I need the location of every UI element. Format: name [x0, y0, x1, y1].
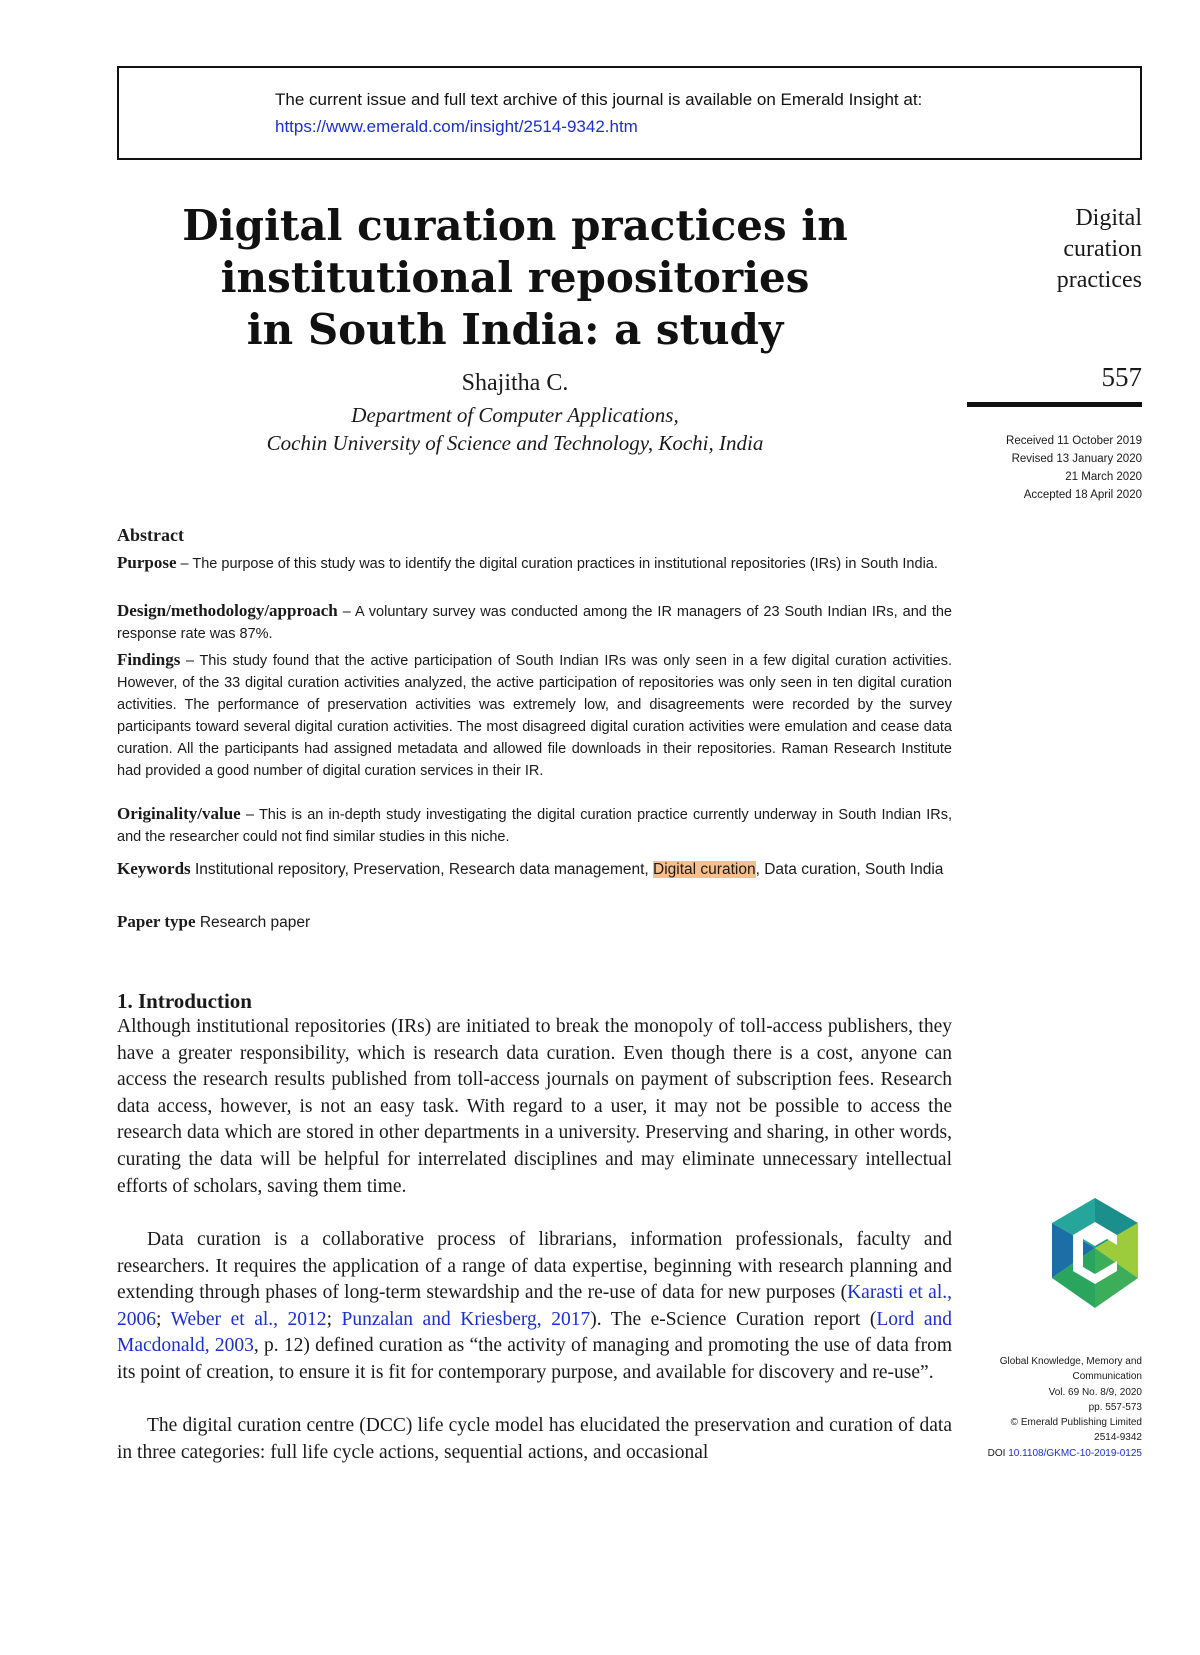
p2-sep-1: ; [156, 1308, 171, 1330]
journal-volume: Vol. 69 No. 8/9, 2020 [1048, 1386, 1142, 1398]
emerald-publishing-logo [1045, 1198, 1145, 1308]
submission-dates [930, 432, 1142, 504]
date-revised: Revised 13 January 2020 [1011, 453, 1142, 465]
affiliation-line-1: Department of Computer Applications, [351, 403, 679, 427]
date-revised-2: 21 March 2020 [1065, 471, 1142, 483]
notice-box [117, 66, 1142, 160]
introduction-heading: 1. Introduction [117, 989, 252, 1013]
keywords-text: Institutional repository, Preservation, Research data management, [190, 861, 654, 878]
author-name: Shajitha C. [461, 370, 569, 396]
papertype-label: Paper type [117, 912, 196, 931]
doi-label: DOI [987, 1447, 1009, 1459]
keyword-highlight: Digital curation [653, 861, 756, 878]
p2-sep-2: ; [326, 1308, 342, 1330]
originality-label: Originality/value [117, 804, 241, 823]
journal-name-1: Global Knowledge, Memory and [999, 1356, 1142, 1367]
design-label: Design/methodology/approach [117, 601, 338, 620]
intro-paragraph-1: Although institutional repositories (IRs) are initiated to break the monopoly of toll-access publishers, they have a greater responsibility, which is research data curation. Even though there is a cost, anyone can access the research results published from toll-access journals on payment of subscription fees. Research data access, however, is not an easy task. With regard to a user, it may not be possible to access the research data which are stored in other departments in a university. Preserving and sharing, in other words, curating the data will be helpful for interrelated disciplines and may eliminate unnecessary intellectual efforts of scholars, saving them time. [117, 1016, 952, 1197]
running-head-line-1: Digital [1075, 205, 1142, 231]
journal-issn: 2514-9342 [1094, 1432, 1142, 1444]
journal-archive-link[interactable]: https://www.emerald.com/insight/2514-9342.htm [275, 117, 638, 136]
date-received: Received 11 October 2019 [1006, 435, 1142, 447]
running-head-line-2: curation [1063, 236, 1142, 262]
abstract-purpose [117, 552, 952, 575]
purpose-text: – The purpose of this study was to identify the digital curation practices in institutional repositories (IRs) in South India. [176, 556, 938, 572]
journal-info [940, 1354, 1142, 1461]
findings-text: – This study found that the active participation of South Indian IRs was only seen in a few digital curation activities. However, of the 33 digital curation activities analyzed, the active participation of repositories was only seen in ten digital curation activities. The performance of preservation activities was extremely low, and disagreements were recorded by the survey participants toward several digital curation activities. The most disagreed digital curation activities were emulation and cease data curation. All the participants had assigned metadata and allowed file downloads in their repositories. Raman Research Institute had provided a good number of digital curation services in their IR. [117, 653, 952, 779]
margin-rule [967, 402, 1142, 407]
citation-karasti[interactable]: Karasti et al., 2006 [117, 1282, 952, 1330]
running-head [960, 203, 1142, 296]
intro-paragraph-3: The digital curation centre (DCC) life cycle model has elucidated the preservation and curation of data in three categories: full life cycle actions, sequential actions, and occasional [117, 1415, 952, 1463]
journal-name-2: Communication [1072, 1371, 1142, 1383]
journal-pages: pp. 557-573 [1088, 1401, 1142, 1413]
paper-type [117, 911, 952, 934]
running-head-line-3: practices [1056, 267, 1142, 293]
article-title [140, 200, 890, 356]
originality-text: – This is an in-depth study investigating the digital curation practice currently underway in South Indian IRs, and the researcher could not find similar studies in this niche. [117, 807, 952, 845]
findings-label: Findings [117, 650, 181, 669]
keywords-rest: , Data curation, South India [755, 861, 944, 878]
citation-weber[interactable]: Weber et al., 2012 [170, 1308, 327, 1330]
abstract-heading: Abstract [117, 525, 184, 545]
design-text: – A voluntary survey was conducted among the IR managers of 23 South Indian IRs, and the response rate was 87%. [117, 604, 952, 642]
affiliation-line-2: Cochin University of Science and Technology, Kochi, India [266, 431, 764, 455]
journal-doi-line [940, 1446, 1142, 1461]
purpose-label: Purpose [117, 553, 177, 572]
doi-link[interactable]: 10.1108/GKMC-10-2019-0125 [1008, 1447, 1142, 1459]
citation-lord[interactable]: Lord and Macdonald, 2003 [117, 1308, 952, 1357]
title-line-3: in South India: a study [246, 305, 784, 354]
journal-publisher: © Emerald Publishing Limited [1010, 1417, 1142, 1429]
title-line-2: institutional repositories [220, 253, 810, 302]
p2-text-b: ). The e-Science Curation report ( [590, 1308, 877, 1330]
abstract-design [117, 600, 952, 645]
p2-text-a: Data curation is a collaborative process of librarians, information professionals, faculty and researchers. It requires the application of a range of data expertise, beginning with research planning and extending through phases of long-term stewardship and the re-use of data for new purposes ( [117, 1229, 952, 1304]
papertype-text: Research paper [195, 914, 311, 931]
keywords-label: Keywords [117, 859, 191, 878]
date-accepted: Accepted 18 April 2020 [1023, 489, 1142, 501]
title-line-1: Digital curation practices in [182, 201, 848, 250]
citation-punzalan[interactable]: Punzalan and Kriesberg, 2017 [341, 1308, 591, 1330]
notice-text: The current issue and full text archive of this journal is available on Emerald Insight at: [275, 90, 923, 109]
keywords [117, 857, 952, 882]
abstract-findings [117, 649, 952, 782]
abstract-originality [117, 803, 952, 848]
page-number: 557 [1101, 362, 1142, 392]
p2-text-c: , p. 12) defined curation as “the activity of managing and promoting the use of data from its point of creation, to ensure it is fit for contemporary purpose, and available for discovery and re-use”. [117, 1335, 952, 1383]
intro-paragraph-2 [117, 1227, 952, 1387]
